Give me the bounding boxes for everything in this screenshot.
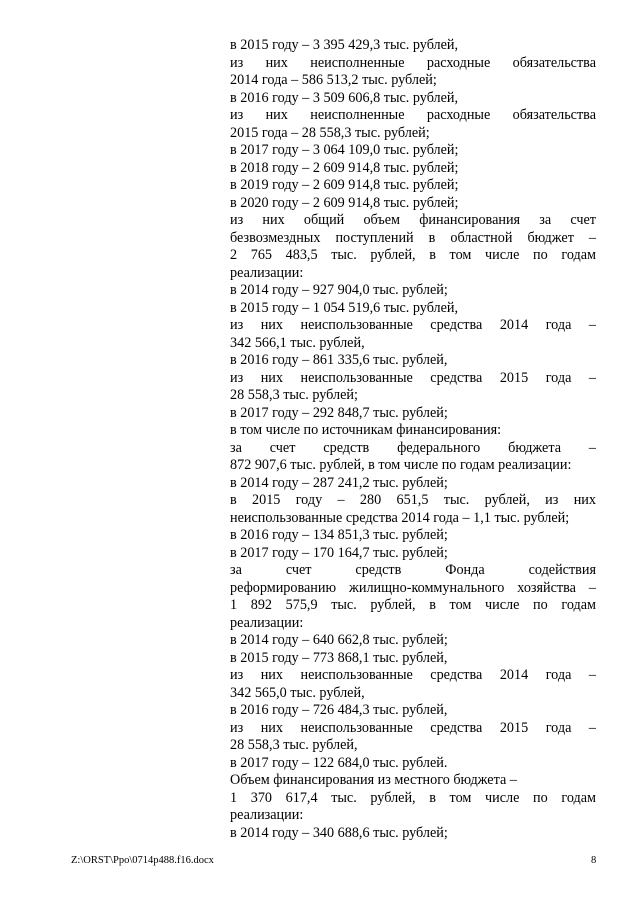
text-line: 28 558,3 тыс. рублей, <box>230 737 358 753</box>
text-line: в 2015 году – 1 054 519,6 тыс. рублей, <box>230 299 459 316</box>
text-line: из них неиспользованные средства 2014 года – <box>230 667 596 683</box>
text-line: в 2016 году – 134 851,3 тыс. рублей; <box>230 527 448 543</box>
text-line: из них неиспользованные средства 2015 года – <box>230 719 596 736</box>
text-line: реализации: <box>230 614 304 631</box>
text-line: в 2019 году – 2 609 914,8 тыс. рублей; <box>230 177 459 193</box>
text-line: в том числе по источникам финансирования: <box>230 422 502 438</box>
footer-file-path: Z:\ORST\Ppo\0714p488.f16.docx <box>71 855 214 866</box>
text-line: 2015 года – 28 558,3 тыс. рублей; <box>230 124 430 141</box>
text-line: 1 892 575,9 тыс. рублей, в том числе по годам <box>230 597 596 613</box>
text-line: 872 907,6 тыс. рублей, в том числе по годам реализации: <box>230 457 572 473</box>
text-line: 342 566,1 тыс. рублей, <box>230 334 365 351</box>
text-line: в 2018 году – 2 609 914,8 тыс. рублей; <box>230 159 459 176</box>
text-line: в 2015 году – 280 651,5 тыс. рублей, из них <box>230 492 596 508</box>
text-line: из них неисполненные расходные обязательства <box>230 54 596 71</box>
text-line: в 2014 году – 640 662,8 тыс. рублей; <box>230 632 448 648</box>
text-line: в 2016 году – 3 509 606,8 тыс. рублей, <box>230 89 459 106</box>
text-line: из них неиспользованные средства 2015 года – <box>230 369 596 386</box>
text-line: 28 558,3 тыс. рублей; <box>230 387 358 403</box>
text-line: безвозмездных поступлений в областной бюджет – <box>230 229 596 246</box>
text-line: в 2014 году – 340 688,6 тыс. рублей; <box>230 824 448 841</box>
text-line: из них общий объем финансирования за счет <box>230 212 596 228</box>
text-line: 2014 года – 586 513,2 тыс. рублей; <box>230 72 437 88</box>
text-line: в 2015 году – 773 868,1 тыс. рублей, <box>230 649 448 666</box>
text-line: в 2015 году – 3 395 429,3 тыс. рублей, <box>230 37 459 53</box>
text-line: в 2017 году – 170 164,7 тыс. рублей; <box>230 544 448 561</box>
document-body <box>230 37 596 842</box>
text-line: в 2014 году – 287 241,2 тыс. рублей; <box>230 474 448 491</box>
text-line: в 2017 году – 3 064 109,0 тыс. рублей; <box>230 142 459 158</box>
text-line: в 2017 году – 122 684,0 тыс. рублей. <box>230 754 448 771</box>
text-line: реализации: <box>230 264 304 281</box>
text-line: в 2016 году – 861 335,6 тыс. рублей, <box>230 352 448 368</box>
text-line: в 2017 году – 292 848,7 тыс. рублей; <box>230 404 448 421</box>
text-line: реформированию жилищно-коммунального хозяйства – <box>230 579 596 596</box>
text-line: в 2016 году – 726 484,3 тыс. рублей, <box>230 702 448 718</box>
text-line: 342 565,0 тыс. рублей, <box>230 684 365 701</box>
text-line: в 2020 году – 2 609 914,8 тыс. рублей; <box>230 194 459 211</box>
text-line: из них неисполненные расходные обязательства <box>230 107 596 123</box>
footer-page-number: 8 <box>591 855 597 866</box>
text-line: 1 370 617,4 тыс. рублей, в том числе по годам <box>230 789 596 806</box>
text-line: в 2014 году – 927 904,0 тыс. рублей; <box>230 282 448 298</box>
text-line: 2 765 483,5 тыс. рублей, в том числе по годам <box>230 247 596 263</box>
text-line: из них неиспользованные средства 2014 года – <box>230 317 596 333</box>
text-line: за счет средств Фонда содействия <box>230 562 596 578</box>
text-line: реализации: <box>230 807 304 823</box>
text-line: Объем финансирования из местного бюджета – <box>230 772 517 788</box>
text-line: за счет средств федерального бюджета – <box>230 439 596 456</box>
text-line: неиспользованные средства 2014 года – 1,1 тыс. рублей; <box>230 509 570 526</box>
